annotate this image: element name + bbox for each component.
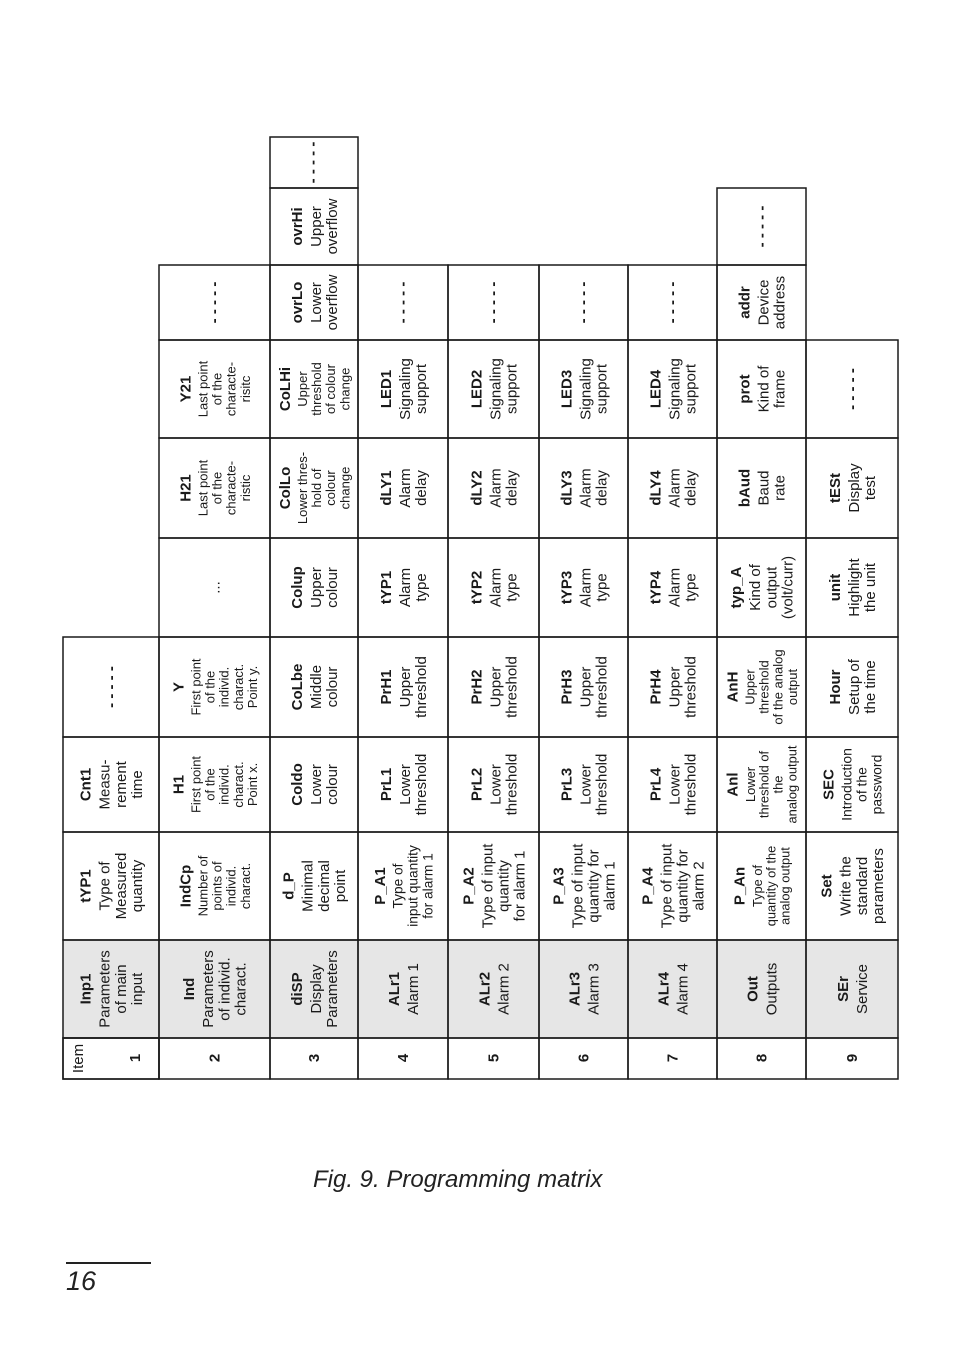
matrix-cell [806,438,898,538]
matrix-cell [159,737,270,832]
cell-description: support [593,363,611,415]
cell-description: of colour [323,364,339,414]
matrix-cell [448,538,539,637]
cell-description: delay [412,470,430,506]
cell-code: H21 [177,474,195,502]
cell-code: SEC [820,769,838,800]
cell-description: Middle [307,664,325,710]
cell-description: Service [853,963,871,1015]
cell-description: threshold of [756,750,772,819]
matrix-cell [270,438,358,538]
cell-code: P_A2 [460,867,478,905]
matrix-cell [270,265,358,340]
cell-ellipsis: ... [206,581,224,594]
cell-description: type [412,573,430,602]
cell-code: tYP3 [558,570,576,605]
matrix-cell [806,538,898,637]
cell-description: Lower [666,764,684,805]
cell-description: Type of [390,863,406,909]
matrix-cell [539,438,628,538]
cell-description: First point [188,755,204,814]
cell-code: LED3 [558,369,576,409]
cell-description: charact. [237,862,253,910]
cell-code: prot [736,374,754,404]
cell-description: delay [682,470,700,506]
item-header-row [63,1038,159,1079]
cell-description: quantity for [586,849,603,923]
cell-description: of individ. [216,957,234,1021]
matrix-cell [628,265,717,340]
cell-description: colour [323,567,341,608]
cell-description: support [412,363,430,415]
matrix-cell [448,265,539,340]
cell-description: Upper [577,666,595,708]
cell-code: dLY4 [647,470,665,506]
cell-description: decimal [315,860,333,912]
cell-code: P_A4 [639,867,657,905]
item-number: 7 [664,1053,682,1063]
cell-code: d_P [280,872,298,900]
cell-description: Outputs [763,962,781,1016]
cell-code: LED2 [468,369,486,409]
cell-description: input quantity [405,845,421,927]
cell-description: Last point [195,459,211,517]
cell-description: individ. [216,666,232,708]
cell-description: Upper [307,206,325,247]
cell-description: hold of [309,468,325,508]
cell-description: threshold [309,362,325,416]
cell-code: Colup [288,566,306,609]
cell-description: test [861,475,879,501]
cell-description: Lower [307,764,325,805]
cell-description: Baud [755,470,773,506]
cell-description: Point x. [244,762,260,807]
cell-description: Type of [749,864,765,908]
cell-continuation-dashes: - - - - - [102,666,120,708]
matrix-cell [628,832,717,940]
cell-code: tESt [826,473,844,503]
cell-code: ColLo [276,466,294,510]
cell-description: colour [323,666,341,708]
matrix-cell [358,265,448,340]
cell-code: bAud [736,468,754,508]
cell-description: threshold [503,656,521,718]
matrix-cell [270,538,358,637]
cell-continuation-dashes: - - - - - [575,281,593,324]
cell-description: time [129,770,147,799]
cell-description: charact. [230,663,246,711]
cell-description: Display [307,964,325,1014]
cell-code: unit [826,573,844,602]
cell-description: type [503,573,521,602]
cell-code: PrH4 [647,669,665,705]
cell-description: Device [755,279,773,326]
cell-code: LED1 [377,369,395,409]
matrix-cell [717,265,806,340]
matrix-cell [358,438,448,538]
item-number: 3 [306,1053,323,1063]
cell-code: Y [170,681,188,693]
cell-description: Write the [837,856,855,916]
cell-code: PrL2 [468,767,486,802]
cell-description: password [868,754,885,815]
cell-code: tYP1 [377,570,395,605]
matrix-cell [270,340,358,438]
matrix-cell [539,832,628,940]
cell-code: CoLbe [288,663,306,711]
cell-description: Alarm 4 [674,963,692,1015]
cell-description: ristic [237,474,253,502]
matrix-cell [63,832,159,940]
matrix-cell [270,737,358,832]
matrix-cell [628,538,717,637]
cell-description: change [337,466,353,510]
cell-description: of the [209,471,225,505]
cell-description: Parameters [323,950,341,1028]
cell-continuation-dashes: - - - - - [394,281,412,324]
cell-code: Out [744,976,762,1002]
cell-code: tYP2 [468,570,486,605]
cell-description: threshold [593,753,611,816]
matrix-cell [539,265,628,340]
matrix-cell [717,538,806,637]
cell-code: dLY3 [558,470,576,506]
matrix-cell [717,832,806,940]
page-number-rule [66,1262,151,1264]
cell-description: overflow [323,274,341,331]
cell-code: addr [736,286,754,319]
matrix-cell [358,538,448,637]
matrix-cell [806,832,898,940]
cell-code: tYP4 [647,570,665,605]
cell-code: PrL4 [647,767,665,802]
cell-description: charact. [232,962,250,1016]
cell-continuation-dashes: - - - - - [753,205,771,248]
cell-description: Alarm [666,468,684,508]
matrix-cell [628,340,717,438]
cell-code: PrH1 [377,669,395,705]
cell-description: Number of [195,855,211,917]
cell-description: delay [503,470,521,506]
cell-description: change [337,367,353,411]
cell-description: quantity [129,859,147,913]
cell-code: diSP [288,972,306,1006]
cell-code: Inp1 [77,973,95,1005]
cell-description: threshold [503,753,521,816]
cell-description: Alarm 2 [495,963,513,1015]
cell-description: characte- [223,361,239,417]
cell-description: threshold [682,656,700,718]
item-number: 2 [206,1053,224,1063]
cell-description: Type of [96,861,114,911]
matrix-cell [448,438,539,538]
cell-description: quantity for [675,849,692,923]
cell-description: Alarm [396,567,414,608]
cell-code: ALr2 [476,971,494,1007]
cell-code: P_A1 [371,867,389,905]
matrix-cell [358,737,448,832]
cell-code: P_An [731,866,749,906]
matrix-cell [159,340,270,438]
cell-description: of the [202,768,218,801]
cell-description: Kind of [747,564,765,611]
cell-description: rement [112,761,130,808]
cell-continuation-dashes: - - - - - [304,141,322,184]
cell-description: Introduction [838,748,855,821]
cell-description: overflow [323,198,341,255]
cell-description: support [682,363,700,415]
cell-description: for alarm 1 [512,850,529,922]
cell-description: Alarm 3 [585,963,603,1015]
cell-description: Type of input [570,843,587,929]
cell-continuation-dashes: - - - - - [843,368,861,410]
cell-description: Kind of [755,365,773,413]
cell-continuation-dashes: - - - - - [664,281,682,324]
cell-description: Type of input [659,843,676,929]
cell-code: Anl [724,772,742,797]
cell-description: Lower [742,766,758,803]
cell-description: the [770,775,786,794]
cell-code: dLY1 [377,470,395,506]
cell-description: Parameters [96,950,114,1028]
matrix-row [270,137,358,1079]
cell-description: (volt/curr) [779,555,797,620]
cell-description: Last point [195,360,211,418]
matrix-cell [159,265,270,340]
cell-code: ALr4 [655,971,673,1007]
cell-description: characte- [223,460,239,516]
cell-description: of the [209,372,225,406]
cell-code: P_A3 [550,867,568,905]
cell-description: delay [593,470,611,506]
cell-description: individ. [223,865,239,907]
cell-description: Upper [307,567,325,608]
matrix-cell [159,832,270,940]
item-number: 6 [575,1053,593,1063]
page-number: 16 [66,1266,97,1296]
figure-caption: Fig. 9. Programming matrix [313,1166,603,1193]
item-header-label: Item [70,1043,87,1074]
matrix-cell [628,637,717,737]
cell-description: standard [853,856,871,916]
matrix-cell [270,832,358,940]
cell-description: of the [202,670,218,704]
cell-description: type [682,573,700,602]
cell-continuation-dashes: - - - - - [206,281,224,324]
cell-description: Lower [577,764,595,805]
cell-description: output [784,668,800,706]
cell-description: Lower [396,764,414,805]
cell-code: Set [818,874,836,898]
cell-description: alarm 1 [602,861,619,911]
cell-description: Alarm [396,468,414,508]
matrix-cell [448,340,539,438]
matrix-cell [448,832,539,940]
cell-description: Alarm [666,567,684,608]
matrix-cell [539,737,628,832]
cell-description: Type of input [480,843,497,929]
cell-description: support [503,363,521,415]
cell-code: PrL3 [558,767,576,802]
matrix-cell [806,737,898,832]
matrix-cell [539,637,628,737]
cell-code: dLY2 [468,470,486,506]
cell-code: Cnt1 [77,767,95,802]
cell-description: threshold [593,656,611,718]
item-number: 8 [753,1053,771,1063]
cell-description: of main [112,964,130,1014]
cell-code: typ_A [728,566,746,609]
cell-code: Hour [826,669,844,705]
cell-description: Upper [742,669,758,705]
cell-description: the time [861,660,879,714]
matrix-cell [717,438,806,538]
matrix-cell [717,340,806,438]
cell-code: PrH3 [558,669,576,705]
matrix-cell [63,637,159,737]
cell-description: of the [853,767,870,802]
item-number: 4 [395,1053,412,1063]
cell-description: address [771,275,789,330]
cell-description: Signaling [396,358,414,420]
cell-code: IndCp [177,864,195,908]
item-number: 9 [844,1053,861,1063]
cell-description: Signaling [577,358,595,420]
matrix-cell [539,340,628,438]
cell-code: LED4 [647,369,665,409]
cell-description: colour [323,764,341,805]
cell-description: Upper [295,371,311,407]
cell-code: SEr [834,976,852,1002]
matrix-cell [358,637,448,737]
cell-description: risitc [237,375,253,403]
cell-description: Minimal [299,860,317,912]
cell-description: individ. [216,764,232,805]
matrix-cell [159,438,270,538]
item-number: 5 [485,1053,503,1063]
cell-description: for alarm 1 [420,853,436,919]
matrix-cell [806,340,898,438]
matrix-cell [628,438,717,538]
cell-description: Lower [307,282,325,323]
cell-description: Measu- [96,759,114,810]
cell-description: Signaling [487,358,505,420]
cell-description: threshold [412,753,430,816]
cell-description: threshold [412,656,430,718]
cell-description: analog output [777,847,793,925]
cell-code: ovrLo [288,281,306,324]
matrix-cell [63,737,159,832]
cell-description: First point [188,658,204,716]
matrix-cell [358,340,448,438]
cell-continuation-dashes: - - - - - [485,281,503,324]
cell-description: Alarm 1 [404,963,422,1015]
cell-description: quantity of the [763,845,779,927]
matrix-cell [448,637,539,737]
item-number: 1 [127,1053,144,1063]
cell-description: rate [771,475,789,501]
matrix-cell [270,188,358,265]
cell-description: point [332,869,350,903]
cell-code: AnH [724,671,742,703]
cell-description: threshold [682,753,700,816]
cell-description: colour [323,470,339,506]
cell-description: Setup of [845,659,863,715]
cell-description: input [129,972,147,1006]
cell-description: the unit [861,562,879,613]
cell-description: Lower thres- [295,451,311,525]
cell-description: Upper [396,666,414,708]
cell-description: Alarm [487,567,505,608]
cell-description: points of [209,861,225,911]
cell-code: PrH2 [468,669,486,705]
cell-description: Alarm [487,468,505,508]
cell-description: alarm 2 [691,861,708,911]
cell-description: analog output [784,745,800,824]
cell-description: Point y. [244,665,260,709]
cell-description: Alarm [577,567,595,608]
cell-description: Parameters [200,950,218,1028]
matrix-cell [159,538,270,637]
cell-code: PrL1 [377,767,395,802]
cell-description: quantity [496,860,513,912]
cell-description: Highlight [845,558,863,617]
matrix-cell [159,637,270,737]
cell-description: Signaling [666,358,684,420]
cell-code: tYP1 [77,869,95,903]
cell-code: ALr3 [566,971,584,1007]
matrix-cell [717,637,806,737]
matrix-cell [448,737,539,832]
matrix-cell [358,832,448,940]
cell-code: Y21 [177,375,195,403]
matrix-cell [717,737,806,832]
cell-code: H1 [170,774,188,795]
cell-description: Upper [487,666,505,708]
cell-description: threshold [756,660,772,714]
cell-code: CoLHi [276,366,294,412]
cell-description: Display [845,463,863,513]
matrix-cell [806,637,898,737]
cell-description: parameters [870,848,888,924]
cell-description: of the analog [770,649,786,725]
cell-description: type [593,573,611,602]
cell-description: charact. [230,761,246,808]
matrix-cell [717,188,806,265]
matrix-cell [270,637,358,737]
cell-code: ovrHi [288,207,306,246]
cell-description: frame [771,369,789,409]
cell-code: Ind [181,977,199,1001]
cell-code: Coldo [288,763,306,806]
cell-description: Upper [666,666,684,708]
cell-description: Lower [487,764,505,805]
cell-description: Measured [112,852,130,920]
cell-description: output [763,566,781,609]
matrix-cell [628,737,717,832]
cell-code: ALr1 [385,971,403,1007]
cell-description: Alarm [577,468,595,508]
matrix-cell [270,137,358,188]
matrix-cell [539,538,628,637]
